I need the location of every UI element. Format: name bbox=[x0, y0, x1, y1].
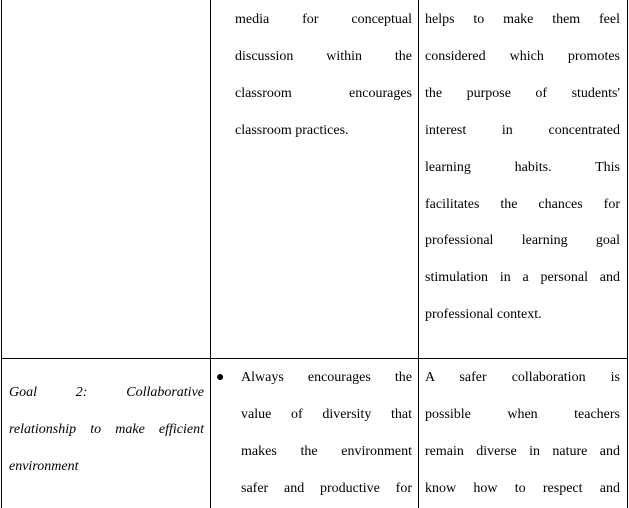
text-line: interest in concentrated bbox=[425, 122, 620, 138]
text-line: the purpose of students' bbox=[425, 85, 620, 101]
text-line: professional learning goal bbox=[425, 233, 620, 249]
text-line: discussion within the bbox=[235, 48, 412, 64]
row2-col2-cell bbox=[241, 360, 412, 508]
text-line: classroom encourages bbox=[235, 85, 412, 101]
goal-2-cell bbox=[9, 375, 204, 486]
text-line: value of diversity that bbox=[241, 406, 412, 422]
text-line: helps to make them feel bbox=[425, 12, 620, 27]
table-border-col2 bbox=[418, 0, 419, 508]
text-line: considered which promotes bbox=[425, 48, 620, 64]
row2-col3-cell bbox=[425, 360, 620, 508]
text-line: safer and productive for bbox=[241, 480, 412, 496]
text-line: professional context. bbox=[425, 307, 542, 323]
table-border-right bbox=[627, 0, 628, 508]
text-line: environment bbox=[9, 458, 79, 474]
text-line: possible when teachers bbox=[425, 406, 620, 422]
text-line: Goal 2: Collaborative bbox=[9, 385, 204, 400]
text-line: media for conceptual bbox=[235, 12, 412, 27]
row1-col2-cell bbox=[235, 2, 412, 150]
text-line: Always encourages the bbox=[241, 370, 412, 385]
text-line: classroom practices. bbox=[235, 122, 349, 138]
text-line: facilitates the chances for bbox=[425, 196, 620, 212]
table-border-left bbox=[1, 0, 2, 508]
text-line: know how to respect and bbox=[425, 480, 620, 496]
table-row-divider bbox=[1, 358, 628, 359]
text-line: makes the environment bbox=[241, 443, 412, 459]
bullet-icon: ● bbox=[216, 370, 225, 385]
row1-col3-cell bbox=[425, 2, 620, 334]
table-border-col1 bbox=[210, 0, 211, 508]
text-line: relationship to make efficient bbox=[9, 421, 204, 437]
text-line: stimulation in a personal and bbox=[425, 270, 620, 286]
text-line: remain diverse in nature and bbox=[425, 443, 620, 459]
text-line: A safer collaboration is bbox=[425, 370, 620, 385]
text-line: learning habits. This bbox=[425, 159, 620, 175]
